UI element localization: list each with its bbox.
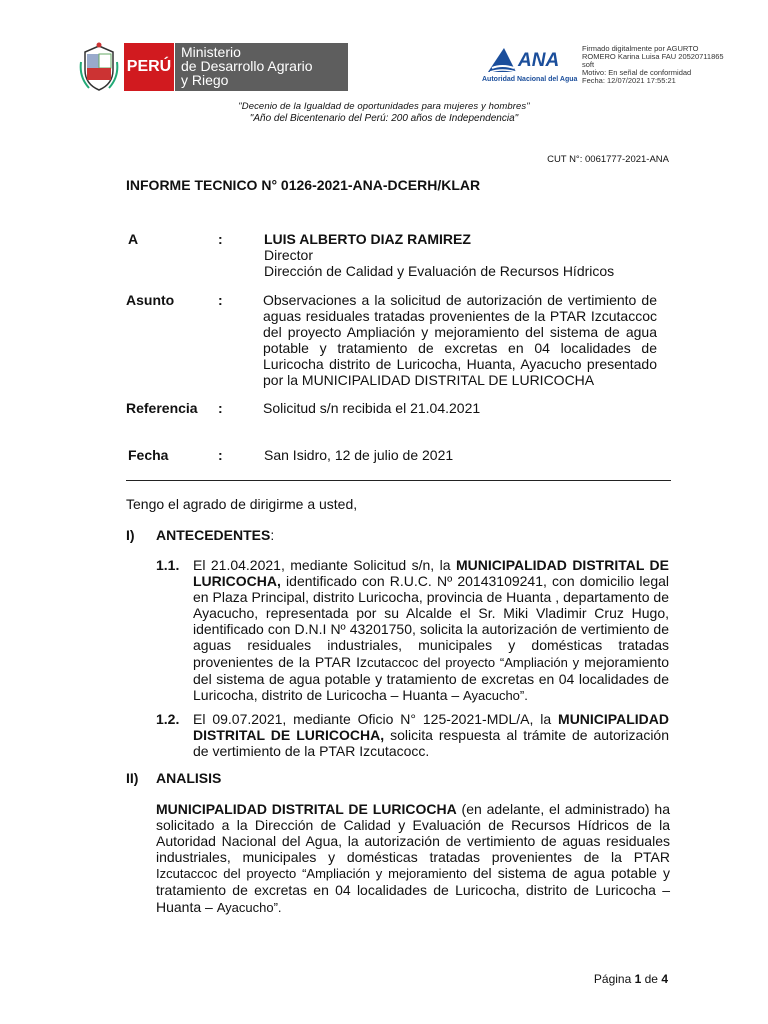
field-label-fecha: Fecha	[128, 447, 169, 463]
ministry-line-2: de Desarrollo Agrario	[181, 58, 313, 74]
text-run: del sistema de agua potable y tratamiento de excretas en 04 localidades de Luricocha, distrito de Luricocha – Huanta –	[156, 865, 670, 915]
paragraph-1-2	[193, 711, 669, 759]
divider	[126, 480, 671, 481]
recipient-block	[264, 231, 614, 279]
field-colon: :	[218, 400, 223, 416]
ministry-line-3: y Riego	[181, 72, 229, 88]
signature-line: Motivo: En señal de conformidad	[582, 68, 692, 77]
field-label-asunto: Asunto	[126, 292, 175, 308]
page-number: 1	[634, 972, 642, 986]
section-colon: :	[270, 527, 275, 543]
page-word: Página	[593, 972, 635, 986]
text-run-bold: MUNICIPALIDAD DISTRITAL DE LURICOCHA,	[193, 711, 669, 744]
page-footer	[594, 972, 668, 986]
field-label-a: A	[128, 231, 139, 247]
decenio-motto: "Decenio de la Igualdad de oportunidades para mujeres y hombres"	[238, 101, 530, 112]
text-run: El 21.04.2021, mediante Solicitud s/n, la	[193, 557, 456, 573]
coat-of-arms-icon	[79, 42, 119, 92]
cut-number: CUT N°: 0061777-2021-ANA	[547, 154, 669, 165]
text-run: Ayacucho”.	[463, 687, 528, 703]
ana-subtitle: Autoridad Nacional del Agua	[482, 76, 578, 83]
of-word: de	[641, 972, 662, 986]
field-colon: :	[218, 447, 223, 463]
paragraph-number: 1.2.	[156, 711, 180, 727]
section-number: II)	[126, 770, 139, 786]
text-run: solicita respuesta al trámite de autorización de vertimiento de la PTAR Izcutacocc.	[193, 727, 670, 760]
ministry-label	[175, 43, 348, 91]
signature-line: Firmado digitalmente por AGURTO	[582, 44, 699, 53]
field-label-referencia: Referencia	[126, 400, 198, 416]
greeting: Tengo el agrado de dirigirme a usted,	[126, 496, 358, 512]
fecha-text: San Isidro, 12 de julio de 2021	[264, 447, 454, 463]
peru-label: PERÚ	[124, 43, 174, 91]
recipient-name: LUIS ALBERTO DIAZ RAMIREZ	[264, 231, 471, 247]
text-run: cutaccoc del proyecto “Ampliación y	[367, 654, 580, 670]
section-title: ANALISIS	[156, 770, 222, 786]
text-run-bold: MUNICIPALIDAD DISTRITAL DE LURICOCHA,	[193, 557, 670, 590]
digital-signature	[582, 45, 742, 85]
field-colon: :	[218, 292, 223, 308]
text-run: Ayacucho”.	[216, 899, 282, 915]
paragraph-1-1	[193, 557, 669, 704]
text-run: Izcutaccoc del proyecto “Ampliación y mejoramiento	[156, 866, 467, 882]
referencia-text: Solicitud s/n recibida el 21.04.2021	[263, 400, 481, 416]
paragraph-number: 1.1.	[156, 557, 180, 573]
ana-label: ANA	[518, 50, 560, 71]
text-run: (en adelante, el administrado) ha solicitado a la Dirección de Calidad y Evaluación de Recursos Hídricos de la Autoridad Nacional del Agua, la autorización de vertimiento de aguas residuales industriales, municipales y domésticas tratadas provenientes de la PTAR	[156, 801, 670, 866]
recipient-office: Dirección de Calidad y Evaluación de Recursos Hídricos	[264, 263, 615, 279]
text-run-bold: MUNICIPALIDAD DISTRITAL DE LURICOCHA	[156, 801, 457, 817]
signature-line: Fecha: 12/07/2021 17:55:21	[582, 76, 676, 85]
year-motto: "Año del Bicentenario del Perú: 200 años de Independencia"	[249, 113, 519, 124]
field-colon: :	[218, 231, 223, 247]
text-run: El 09.07.2021, mediante Oficio N° 125-2021-MDL/A, la	[193, 711, 559, 727]
section-title: ANTECEDENTES	[156, 527, 271, 543]
asunto-text: Observaciones a la solicitud de autorización de vertimiento de aguas residuales tratadas provenientes de la PTAR Izcutaccoc del proyecto Ampliación y mejoramiento del sistema de agua potable y tratamiento de excretas en 04 localidades de Luricocha distrito de Luricocha, Huanta, Ayacucho presentado por la MUNICIPALIDAD DISTRITAL DE LURICOCHA	[263, 292, 657, 389]
section-number: I)	[126, 527, 135, 543]
signature-line: ROMERO Karina Luisa FAU 20520711865	[582, 52, 724, 61]
page-total: 4	[661, 972, 668, 986]
text-run: identificado con R.U.C. Nº 20143109241, con domicilio legal en Plaza Principal, distrito Luricocha, provincia de Huanta , departamento de Ayacucho, representada por su Alcalde el Sr. Miki Vladimir Cruz Hugo, identificado con D.N.I Nº 43201750, solicita la autorización de vertimiento de aguas residuales industriales, municipales y domésticas tratadas provenientes de la PTAR Iz	[193, 573, 669, 670]
ministry-line-1: Ministerio	[181, 44, 241, 60]
section-heading	[156, 527, 274, 543]
text-run: mejoramiento del sistema de agua potable y tratamiento de excretas en 04 localidades de Luricocha, distrito de Luricocha – Huanta –	[193, 653, 669, 703]
report-title: INFORME TECNICO N° 0126-2021-ANA-DCERH/KLAR	[126, 177, 481, 193]
recipient-role: Director	[264, 247, 314, 263]
signature-line: soft	[582, 60, 595, 69]
paragraph-analisis	[156, 801, 670, 916]
